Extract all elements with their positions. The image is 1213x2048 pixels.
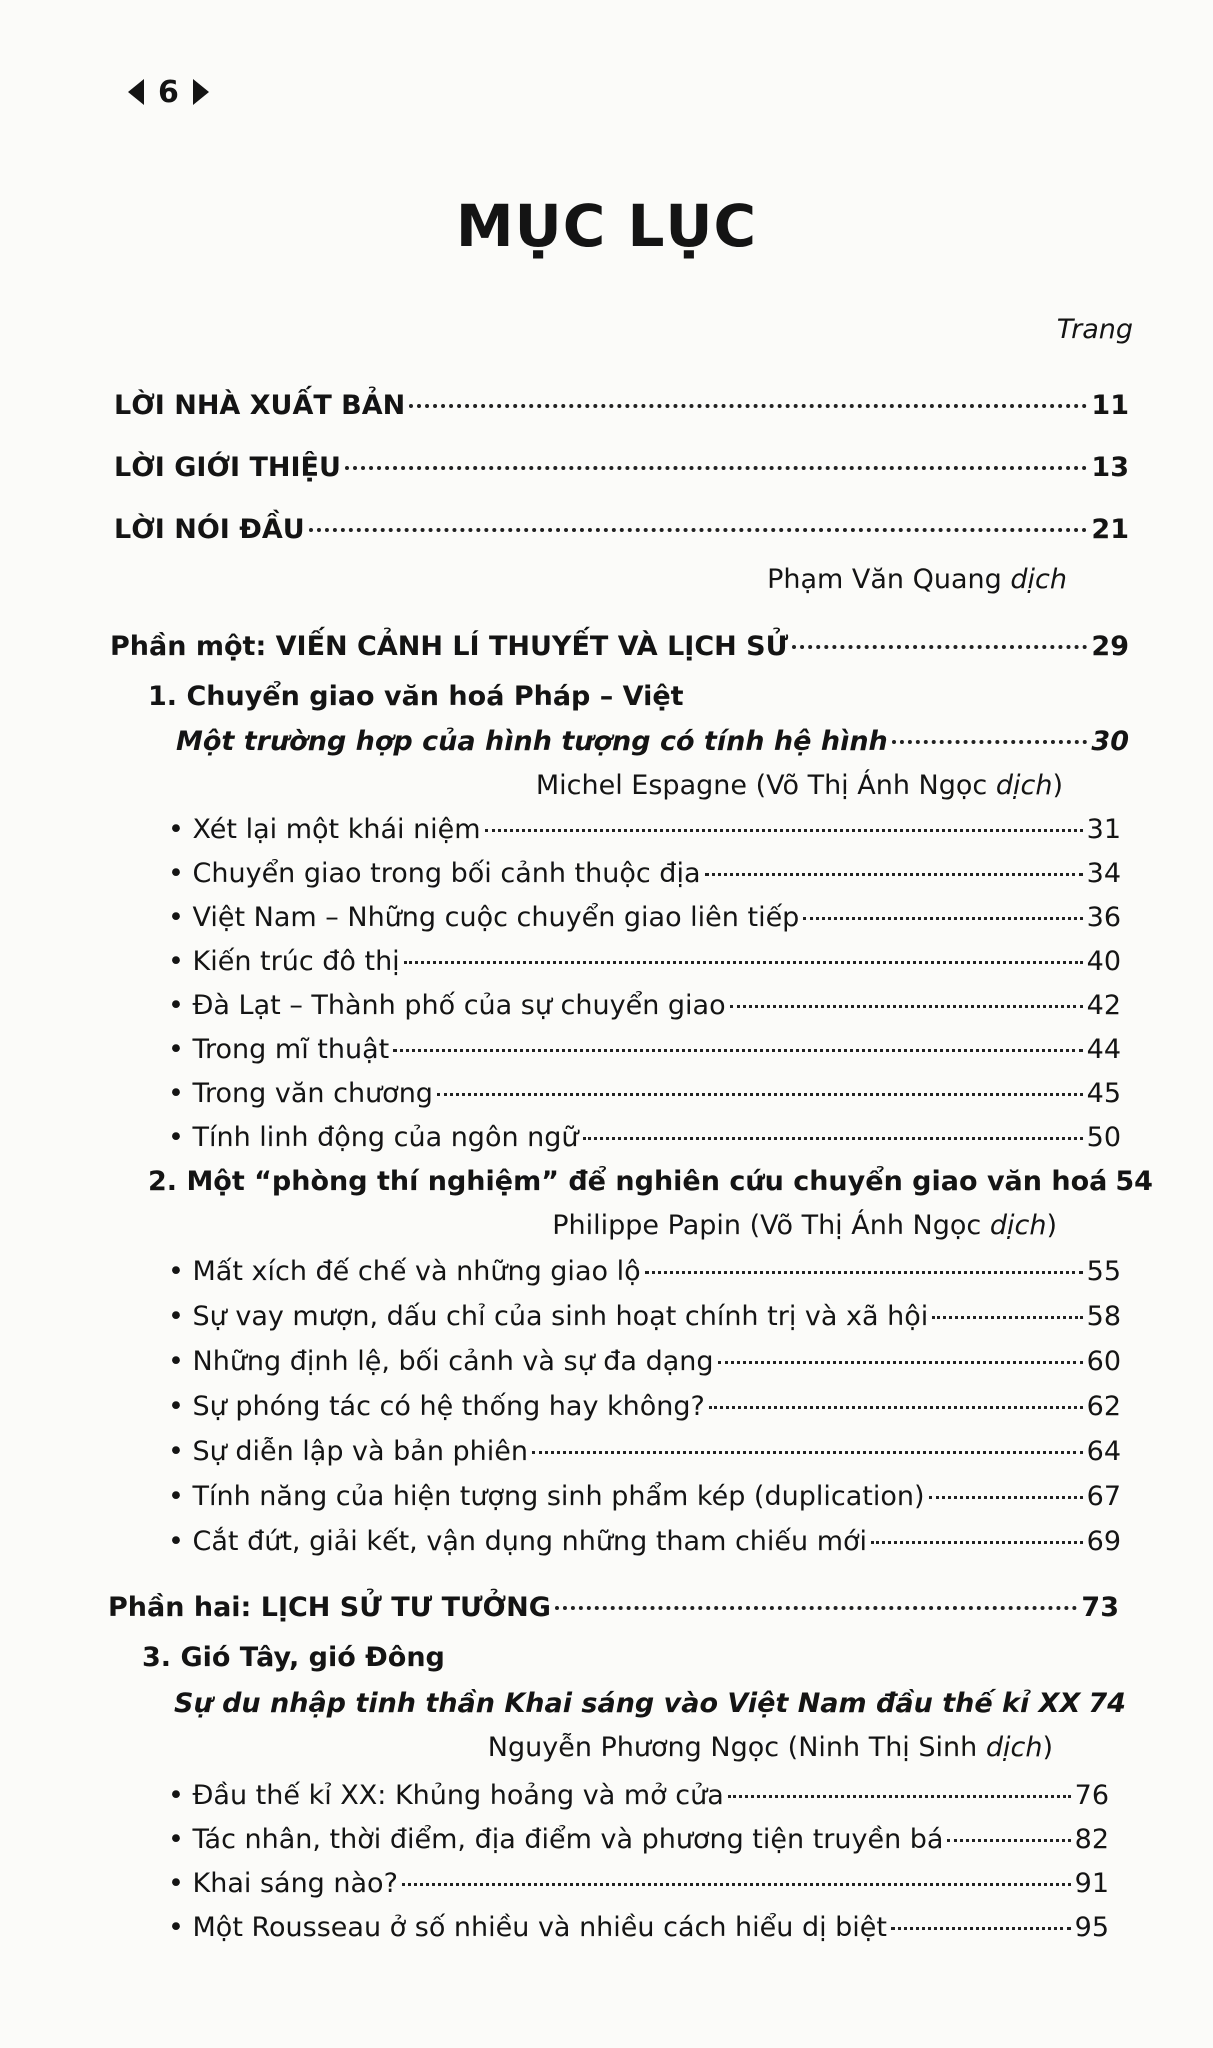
toc-entry-page: 67 xyxy=(1086,1481,1121,1512)
page-number-nav xyxy=(128,72,209,112)
leader-dots xyxy=(404,961,1083,964)
toc-item xyxy=(168,898,1121,938)
toc-entry-page: 54 xyxy=(1115,1166,1153,1197)
credit-close: ) xyxy=(1042,1732,1053,1763)
toc-entry-page: 13 xyxy=(1091,452,1129,483)
leader-dots xyxy=(437,1093,1083,1096)
leader-dots xyxy=(583,1137,1083,1140)
credit-name: Philippe Papin (Võ Thị Ánh Ngọc xyxy=(552,1210,982,1241)
page-column-label: Trang xyxy=(1056,314,1133,345)
leader-dots xyxy=(555,1606,1078,1610)
chapter-2-credit xyxy=(552,1206,1057,1246)
chapter-3-subtitle xyxy=(174,1684,1126,1724)
toc-entry-label: • Trong mĩ thuật xyxy=(168,1034,390,1065)
credit-role: dịch xyxy=(989,1210,1047,1241)
toc-entry-page: 91 xyxy=(1074,1868,1109,1899)
leader-dots xyxy=(932,1316,1082,1319)
toc-entry-page: 74 xyxy=(1088,1688,1126,1719)
toc-item xyxy=(168,1477,1121,1517)
toc-entry-label: • Tác nhân, thời điểm, địa điểm và phương tiện truyền bá xyxy=(168,1824,944,1855)
toc-entry-label: Sự du nhập tinh thần Khai sáng vào Việt Nam đầu thế kỉ XX xyxy=(174,1688,1081,1719)
toc-item xyxy=(168,986,1121,1026)
credit-name: Nguyễn Phương Ngọc (Ninh Thị Sinh xyxy=(487,1732,978,1763)
toc-part-one xyxy=(110,627,1129,667)
leader-dots xyxy=(309,528,1088,532)
toc-entry-page: 30 xyxy=(1091,726,1129,757)
toc-entry-label: • Những định lệ, bối cảnh và sự đa dạng xyxy=(168,1346,714,1377)
toc-entry-page: 95 xyxy=(1074,1912,1109,1943)
toc-entry-label: Một trường hợp của hình tượng có tính hệ hình xyxy=(176,726,888,757)
toc-entry-page: 11 xyxy=(1091,390,1129,421)
toc-entry-page: 21 xyxy=(1091,514,1129,545)
leader-dots xyxy=(947,1839,1070,1842)
toc-item xyxy=(168,854,1121,894)
toc-item xyxy=(168,1387,1121,1427)
chapter-1-title: 1. Chuyển giao văn hoá Pháp – Việt xyxy=(148,681,684,712)
toc-entry-label: • Việt Nam – Những cuộc chuyển giao liên tiếp xyxy=(168,902,800,933)
leader-dots xyxy=(705,873,1083,876)
leader-dots xyxy=(402,1883,1071,1886)
toc-entry-front-2 xyxy=(114,510,1129,550)
leader-dots xyxy=(803,917,1082,920)
chapter-3-credit xyxy=(488,1728,1053,1768)
toc-entry-label: • Sự diễn lập và bản phiên xyxy=(168,1436,529,1467)
toc-item xyxy=(168,1342,1121,1382)
credit-role: dịch xyxy=(985,1732,1043,1763)
credit-name: Phạm Văn Quang xyxy=(767,564,1002,595)
credit-close: ) xyxy=(1052,770,1063,801)
leader-dots xyxy=(709,1406,1083,1409)
page-number: 6 xyxy=(158,74,179,110)
toc-entry-label: LỜI NHÀ XUẤT BẢN xyxy=(114,390,406,421)
leader-dots xyxy=(532,1451,1083,1454)
credit-role: dịch xyxy=(995,770,1053,801)
toc-entry-page: 60 xyxy=(1086,1346,1121,1377)
chapter-3-title: 3. Gió Tây, gió Đông xyxy=(142,1642,445,1673)
toc-entry-label: • Sự vay mượn, dấu chỉ của sinh hoạt chính trị và xã hội xyxy=(168,1301,929,1332)
toc-entry-label: Phần một: VIẾN CẢNH LÍ THUYẾT VÀ LỊCH SỬ xyxy=(110,631,789,662)
toc-entry-page: 55 xyxy=(1086,1256,1121,1287)
toc-entry-page: 34 xyxy=(1086,858,1121,889)
toc-item xyxy=(168,810,1121,850)
toc-entry-page: 29 xyxy=(1091,631,1129,662)
leader-dots xyxy=(730,1005,1083,1008)
toc-item xyxy=(168,1074,1121,1114)
leader-dots xyxy=(718,1361,1083,1364)
toc-entry-label: • Tính năng của hiện tượng sinh phẩm kép (duplication) xyxy=(168,1481,925,1512)
toc-item xyxy=(168,1776,1109,1816)
toc-entry-label: • Mất xích đế chế và những giao lộ xyxy=(168,1256,641,1287)
toc-entry-page: 58 xyxy=(1086,1301,1121,1332)
toc-entry-front-1 xyxy=(114,448,1129,488)
toc-item xyxy=(168,1908,1109,1948)
toc-entry-label: • Khai sáng nào? xyxy=(168,1868,398,1899)
chapter-2-title xyxy=(148,1162,1153,1202)
page-title: MỤC LỤC xyxy=(455,192,758,260)
leader-dots xyxy=(891,1927,1071,1930)
triangle-right-icon xyxy=(193,79,209,105)
toc-entry-label: LỜI GIỚI THIỆU xyxy=(114,452,341,483)
toc-entry-label: • Xét lại một khái niệm xyxy=(168,814,481,845)
chapter-1-subtitle xyxy=(176,722,1129,762)
leader-dots xyxy=(892,740,1088,744)
triangle-left-icon xyxy=(128,79,144,105)
credit-role: dịch xyxy=(1010,564,1067,595)
leader-dots xyxy=(409,404,1087,408)
leader-dots xyxy=(929,1496,1083,1499)
leader-dots xyxy=(345,466,1088,470)
toc-entry-label: 2. Một “phòng thí nghiệm” để nghiên cứu chuyển giao văn hoá xyxy=(148,1166,1108,1197)
toc-entry-page: 45 xyxy=(1086,1078,1121,1109)
toc-item xyxy=(168,1118,1121,1158)
toc-item xyxy=(168,1297,1121,1337)
translator-credit xyxy=(767,560,1067,600)
toc-entry-label: LỜI NÓI ĐẦU xyxy=(114,514,305,545)
toc-entry-label: • Tính linh động của ngôn ngữ xyxy=(168,1122,579,1153)
toc-entry-page: 73 xyxy=(1081,1592,1119,1623)
leader-dots xyxy=(728,1795,1071,1798)
toc-entry-page: 36 xyxy=(1086,902,1121,933)
toc-item xyxy=(168,1030,1121,1070)
toc-entry-label: • Trong văn chương xyxy=(168,1078,433,1109)
leader-dots xyxy=(393,1049,1082,1052)
toc-entry-page: 31 xyxy=(1086,814,1121,845)
toc-entry-page: 64 xyxy=(1086,1436,1121,1467)
toc-entry-page: 40 xyxy=(1086,946,1121,977)
toc-item xyxy=(168,1432,1121,1472)
toc-entry-label: • Một Rousseau ở số nhiều và nhiều cách hiểu dị biệt xyxy=(168,1912,888,1943)
toc-entry-page: 69 xyxy=(1086,1526,1121,1557)
toc-entry-label: • Kiến trúc đô thị xyxy=(168,946,400,977)
toc-part-two xyxy=(108,1588,1119,1628)
leader-dots xyxy=(871,1541,1083,1544)
leader-dots xyxy=(792,645,1087,649)
toc-entry-label: • Đà Lạt – Thành phố của sự chuyển giao xyxy=(168,990,726,1021)
leader-dots xyxy=(485,829,1083,832)
toc-entry-page: 76 xyxy=(1074,1780,1109,1811)
toc-entry-page: 62 xyxy=(1086,1391,1121,1422)
credit-close: ) xyxy=(1046,1210,1057,1241)
toc-item xyxy=(168,942,1121,982)
toc-entry-label: • Đầu thế kỉ XX: Khủng hoảng và mở cửa xyxy=(168,1780,724,1811)
toc-entry-label: • Cắt đứt, giải kết, vận dụng những tham chiếu mới xyxy=(168,1526,868,1557)
toc-item xyxy=(168,1522,1121,1562)
toc-entry-label: • Sự phóng tác có hệ thống hay không? xyxy=(168,1391,705,1422)
credit-name: Michel Espagne (Võ Thị Ánh Ngọc xyxy=(535,770,988,801)
toc-entry-page: 82 xyxy=(1074,1824,1109,1855)
toc-entry-label: Phần hai: LỊCH SỬ TƯ TƯỞNG xyxy=(108,1592,551,1623)
toc-item xyxy=(168,1252,1121,1292)
toc-entry-page: 42 xyxy=(1086,990,1121,1021)
leader-dots xyxy=(645,1271,1083,1274)
chapter-1-credit xyxy=(536,766,1063,806)
toc-item xyxy=(168,1864,1109,1904)
toc-entry-label: • Chuyển giao trong bối cảnh thuộc địa xyxy=(168,858,701,889)
toc-item xyxy=(168,1820,1109,1860)
toc-entry-page: 50 xyxy=(1086,1122,1121,1153)
toc-entry-front-0 xyxy=(114,386,1129,426)
toc-entry-page: 44 xyxy=(1086,1034,1121,1065)
